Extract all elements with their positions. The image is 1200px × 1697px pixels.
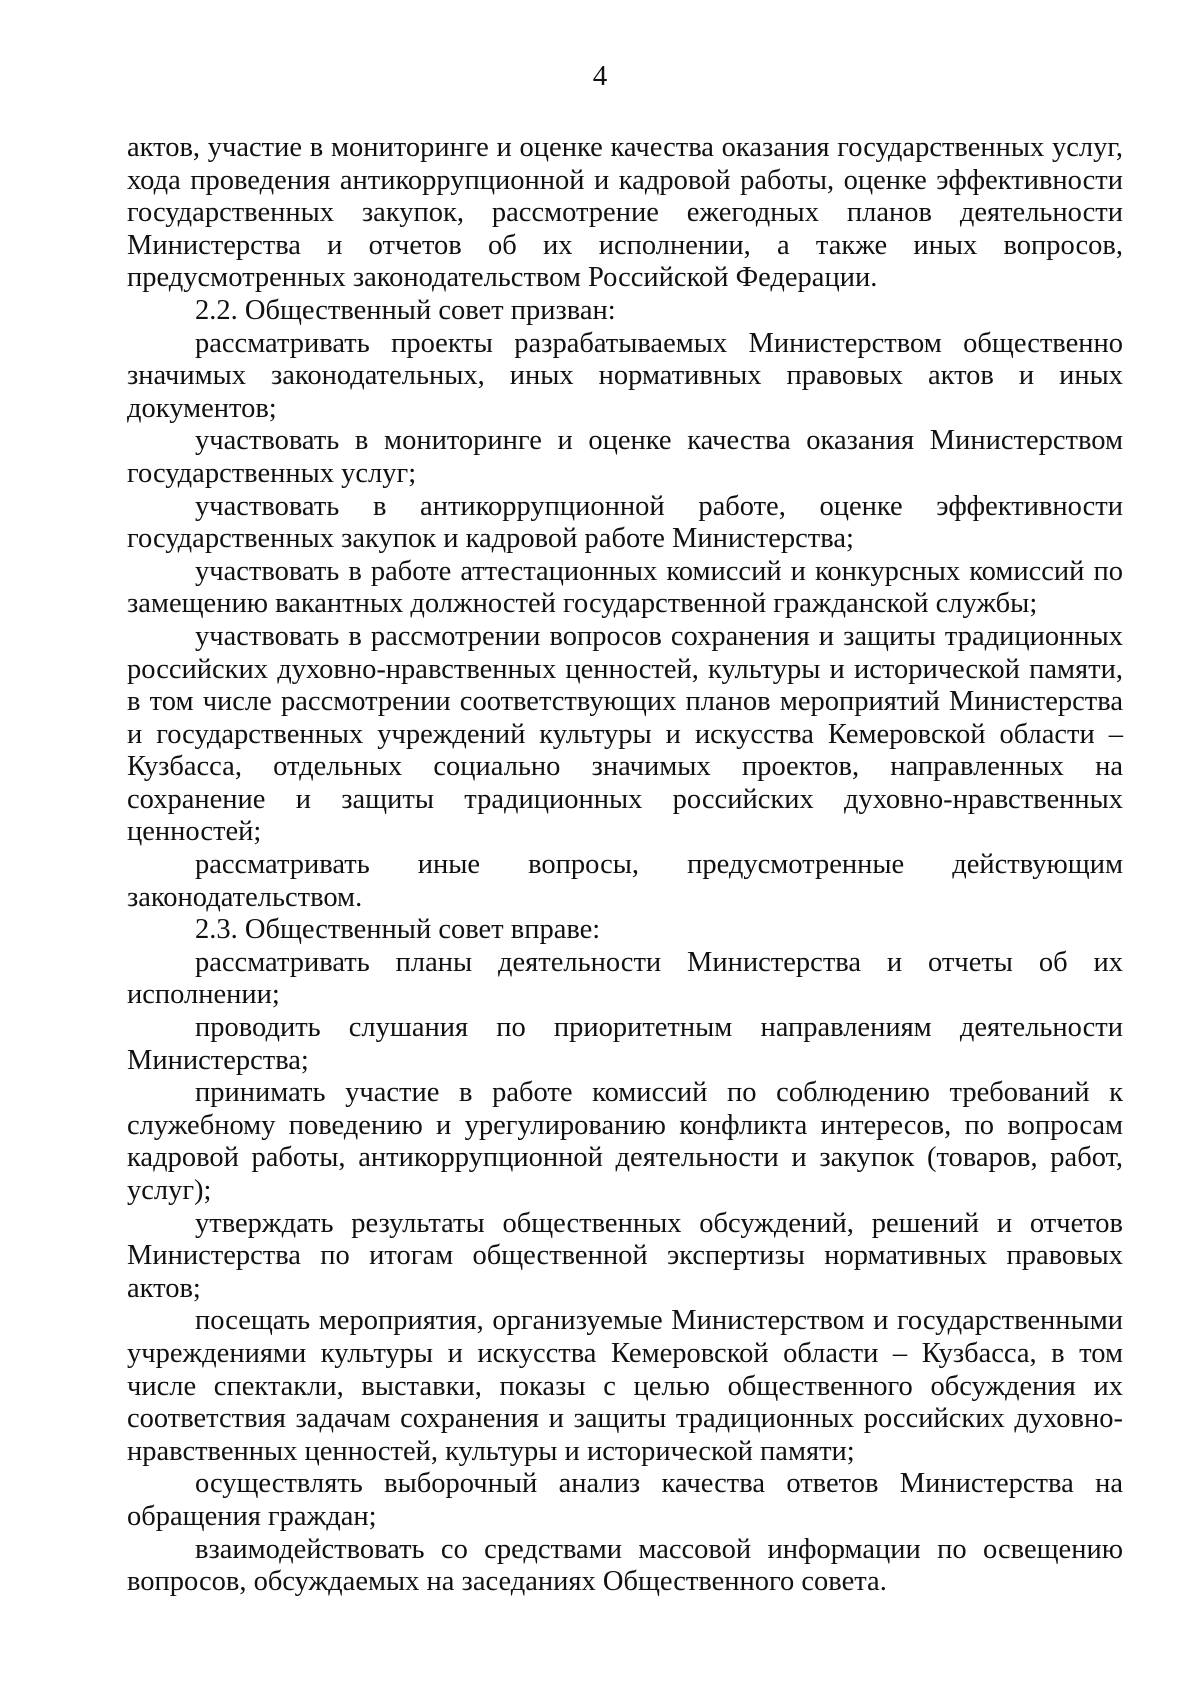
paragraph: взаимодействовать со средствами массовой информации по освещению вопросов, обсуждаемых на заседаниях Общественного совета. (127, 1533, 1123, 1598)
paragraph: посещать мероприятия, организуемые Министерством и государственными учреждениями культуры и искусства Кемеровской области – Кузбасса, в том числе спектакли, выставки, показы с целью общественного обсуждения их соответствия задачам сохранения и защиты традиционных российских духовно-нравственных ценностей, культуры и исторической памяти; (127, 1305, 1123, 1467)
paragraph: рассматривать проекты разрабатываемых Министерством общественно значимых законодательных, иных нормативных правовых актов и иных документов; (127, 327, 1123, 424)
paragraph: осуществлять выборочный анализ качества ответов Министерства на обращения граждан; (127, 1468, 1123, 1532)
paragraph: участвовать в мониторинге и оценке качества оказания Министерством государственных услуг; (127, 425, 1123, 489)
paragraph-continuation: актов, участие в мониторинге и оценке качества оказания государственных услуг, хода проведения антикоррупционной и кадровой работы, оценке эффективности государственных закупок, рассмотрение ежегодных планов деятельности Министерства и отчетов об их исполнении, а также иных вопросов, предусмотренных законодательством Российской Федерации. (127, 132, 1123, 294)
paragraph: участвовать в антикоррупционной работе, оценке эффективности государственных закупок и кадровой работе Министерства; (127, 490, 1123, 555)
section-heading-2-2: 2.2. Общественный совет призван: (195, 294, 616, 326)
paragraph: рассматривать иные вопросы, предусмотренные действующим законодательством. (127, 849, 1123, 913)
page-number: 4 (592, 60, 608, 92)
paragraph: участвовать в рассмотрении вопросов сохранения и защиты традиционных российских духовно-нравственных ценностей, культуры и исторической памяти, в том числе рассмотрении соответствующих планов мероприятий Министерства и государственных учреждений культуры и искусства Кемеровской области – Кузбасса, отдельных социально значимых проектов, направленных на сохранение и защиты традиционных российских духовно-нравственных ценностей; (127, 620, 1123, 848)
paragraph: принимать участие в работе комиссий по соблюдению требований к служебному поведению и урегулированию конфликта интересов, по вопросам кадровой работы, антикоррупционной деятельности и закупок (товаров, работ, услуг); (127, 1077, 1123, 1206)
document-body (127, 132, 1123, 1599)
paragraph: участвовать в работе аттестационных комиссий и конкурсных комиссий по замещению вакантных должностей государственной гражданской службы; (127, 555, 1123, 620)
paragraph: рассматривать планы деятельности Министерства и отчеты об их исполнении; (127, 946, 1123, 1011)
section-heading-2-3: 2.3. Общественный совет вправе: (195, 914, 601, 946)
paragraph: проводить слушания по приоритетным направлениям деятельности Министерства; (127, 1012, 1123, 1076)
paragraph: утверждать результаты общественных обсуждений, решений и отчетов Министерства по итогам общественной экспертизы нормативных правовых актов; (127, 1207, 1123, 1304)
